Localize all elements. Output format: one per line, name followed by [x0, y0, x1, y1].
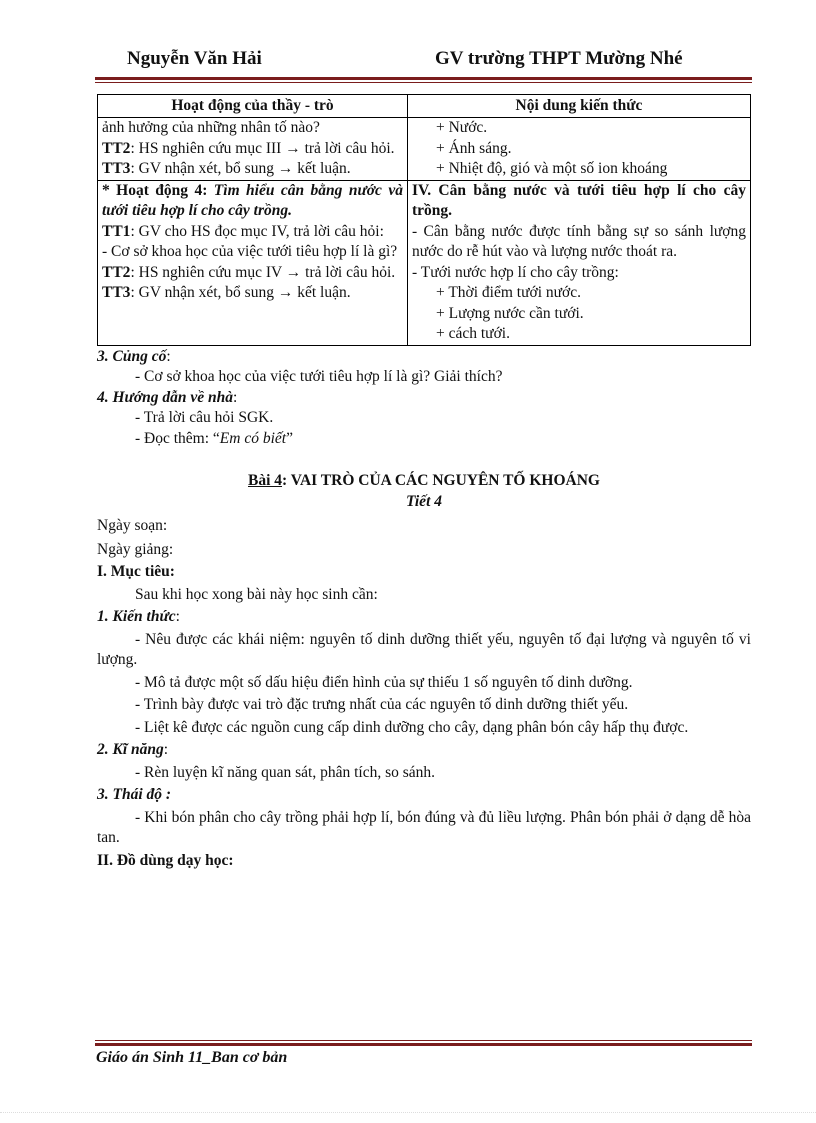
lesson-table	[97, 94, 751, 346]
prep-date: Ngày soạn:	[97, 517, 168, 534]
activity4-tt3	[102, 283, 403, 304]
homework-heading: 4. Hướng dẫn về nhà:	[97, 388, 238, 406]
irrigation-item: + cách tưới.	[436, 325, 510, 342]
irrigation-item: + Lượng nước cần tưới.	[436, 304, 584, 322]
factor-light: + Ánh sáng.	[436, 139, 512, 157]
materials-heading: II. Đồ dùng dạy học:	[97, 851, 234, 869]
activity4-tt1	[102, 222, 403, 243]
col-header-activities: Hoạt động của thầy - trò	[98, 95, 408, 118]
activity4-tt2	[102, 263, 403, 284]
footer-rule	[95, 1040, 752, 1046]
homework-item: - Đọc thêm: “Em có biết”	[135, 429, 293, 447]
header-rule	[95, 77, 752, 83]
row2-right	[408, 180, 751, 345]
page-edge	[0, 1112, 816, 1113]
row1-left	[98, 118, 408, 181]
knowledge-item: - Mô tả được một số dấu hiệu điển hình của sự thiếu 1 số nguyên tố dinh dưỡng.	[135, 673, 633, 691]
irrigation-text: - Tưới nước hợp lí cho cây trồng:	[412, 263, 619, 281]
knowledge-heading: 1. Kiến thức:	[97, 608, 180, 625]
table-row	[98, 180, 751, 345]
section-iv-heading: IV. Cân bằng nước và tưới tiêu hợp lí cho cây trồng.	[412, 181, 746, 219]
objectives-heading: I. Mục tiêu:	[97, 563, 175, 580]
lesson-title: Bài 4: VAI TRÒ CỦA CÁC NGUYÊN TỐ KHOÁNG	[248, 472, 600, 489]
teach-date: Ngày giảng:	[97, 540, 174, 558]
skills-heading: 2. Kĩ năng:	[97, 741, 169, 758]
footer-text: Giáo án Sinh 11_Ban cơ bản	[96, 1049, 288, 1066]
tt2-label: TT2	[102, 139, 131, 157]
lesson-label: Bài 4	[248, 472, 283, 489]
table-row	[98, 118, 751, 181]
objectives-intro: Sau khi học xong bài này học sinh cần:	[135, 585, 378, 603]
knowledge-item: - Nêu được các khái niệm: nguyên tố dinh dưỡng thiết yếu, nguyên tố đại lượng và nguyên tố vi lượng.	[97, 630, 751, 668]
attitude-heading: 3. Thái độ :	[97, 786, 172, 803]
header-author: Nguyễn Văn Hải	[127, 48, 262, 69]
page-body	[97, 94, 751, 871]
tt3-text: : GV nhận xét, bổ sung → kết luận.	[130, 160, 351, 177]
activity4-heading: * Hoạt động 4: Tìm hiểu cân bằng nước và tưới tiêu hợp lí cho cây trồng.	[102, 181, 403, 219]
row1-left-tt3	[102, 159, 403, 180]
header-school: GV trường THPT Mường Nhé	[435, 48, 683, 69]
tt1-text: : GV cho HS đọc mục IV, trả lời câu hỏi:	[130, 222, 384, 240]
row1-left-tt2	[102, 139, 403, 160]
factor-other: + Nhiệt độ, gió và một số ion khoáng	[436, 160, 668, 177]
water-balance-text: - Cân bằng nước được tính bằng sự so sánh lượng nước do rễ hút vào và lượng nước thoát ra.	[412, 222, 746, 260]
tt1-label: TT1	[102, 222, 131, 240]
tt2-label: TT2	[102, 263, 131, 281]
tt3-label: TT3	[102, 160, 131, 177]
lesson-period: Tiết 4	[405, 492, 442, 510]
tt2-text: : HS nghiên cứu mục IV → trả lời câu hỏi.	[130, 263, 396, 281]
attitude-item: - Khi bón phân cho cây trồng phải hợp lí, bón đúng và đủ liều lượng. Phân bón phải ở dạng dễ hòa tan.	[97, 808, 751, 846]
tt3-text: : GV nhận xét, bổ sung → kết luận.	[130, 284, 351, 301]
row1-right	[408, 118, 751, 181]
activity4-question: - Cơ sở khoa học của việc tưới tiêu hợp lí là gì?	[102, 243, 398, 260]
activity4-title: Tìm hiểu cân bằng nước và tưới tiêu hợp lí cho cây trồng.	[102, 181, 403, 219]
em-co-biet: Em có biết	[219, 429, 287, 447]
knowledge-item: - Trình bày được vai trò đặc trưng nhất của các nguyên tố dinh dưỡng thiết yếu.	[135, 696, 629, 713]
factor-water: + Nước.	[436, 119, 488, 136]
row1-left-line: ảnh hưởng của những nhân tố nào?	[102, 119, 320, 136]
tt2-text: : HS nghiên cứu mục III → trả lời câu hỏi.	[130, 139, 395, 157]
homework-item: - Trả lời câu hỏi SGK.	[135, 409, 274, 426]
activity4-label: * Hoạt động 4	[102, 181, 203, 199]
irrigation-item: + Thời điểm tưới nước.	[436, 284, 581, 301]
skills-item: - Rèn luyện kĩ năng quan sát, phân tích, so sánh.	[135, 763, 436, 781]
col-header-content: Nội dung kiến thức	[408, 95, 751, 118]
tt3-label: TT3	[102, 284, 131, 301]
consolidation-heading: 3. Củng cố:	[97, 347, 171, 365]
knowledge-item: - Liệt kê được các nguồn cung cấp dinh dưỡng cho cây, dạng phân bón cây hấp thụ được.	[135, 718, 689, 736]
row2-left	[98, 180, 408, 345]
consolidation-item: - Cơ sở khoa học của việc tưới tiêu hợp lí là gì? Giải thích?	[135, 368, 503, 385]
